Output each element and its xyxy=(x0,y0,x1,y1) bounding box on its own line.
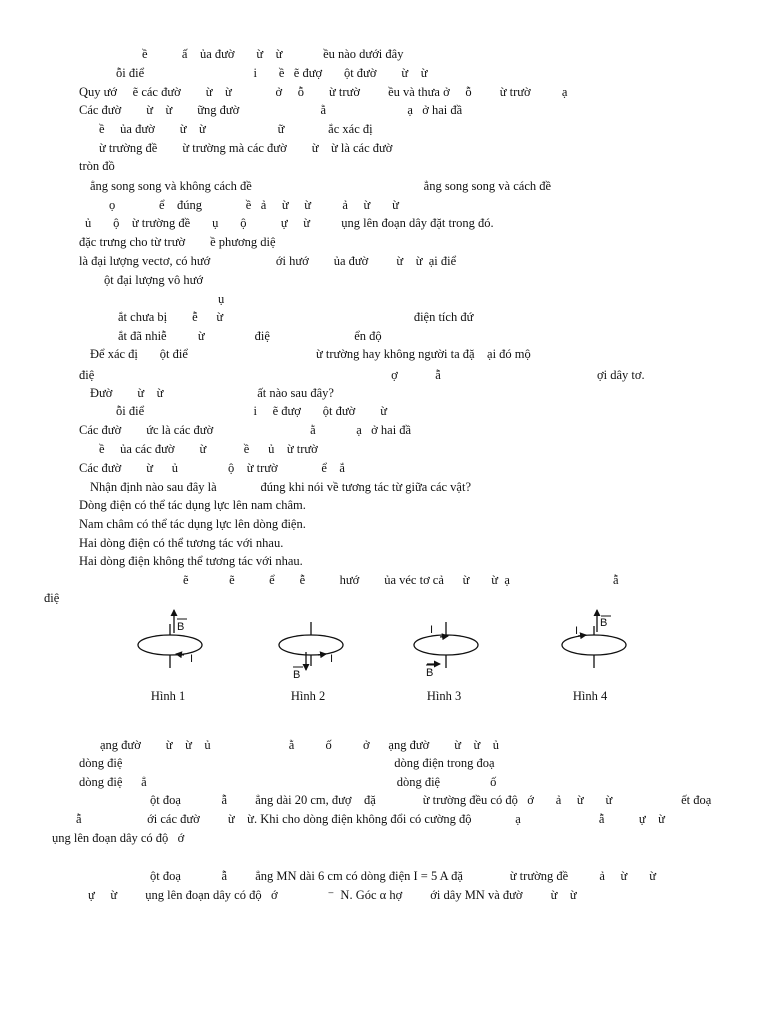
text-line-17: Để xác đị ột điể ừ trường hay không người ta đặ ại đó mộ xyxy=(90,347,531,361)
text-line-4: Các đườ ừ ừ ững đườ ằ ạ ở hai đầ xyxy=(79,103,463,117)
text-line-21: Các đườ ức là các đườ ằ ạ ở hai đầ xyxy=(79,423,412,437)
text-line-31: ạng đườ ừ ừ ủ ằ ố ở ạng đườ ừ ừ ủ xyxy=(100,738,499,752)
figure-caption-4: Hình 4 xyxy=(572,689,608,703)
current-label: I xyxy=(575,625,579,637)
text-line-36: ụng lên đoạn dây có độ ớ xyxy=(52,831,185,845)
text-line-12: là đại lượng vectơ, có hướ ới hướ ủa đườ ừ ừ ại điể xyxy=(79,254,457,268)
figure-caption-1: Hình 1 xyxy=(150,689,186,703)
text-line-30: điệ xyxy=(44,591,60,605)
field-label: B xyxy=(177,621,185,633)
text-line-32: dòng điệ dòng điện trong đoạ xyxy=(79,756,495,770)
text-line-2: ỗi điể i ề ẽ đượ ột đườ ừ ừ xyxy=(116,66,428,80)
text-line-5: ề ủa đườ ừ ừ ữ ắc xác đị xyxy=(99,122,373,136)
text-line-7: tròn đồ xyxy=(79,159,115,173)
current-loop xyxy=(138,635,202,655)
text-line-14: ụ xyxy=(218,292,225,306)
current-loop xyxy=(562,635,626,655)
figure-caption-3: Hình 3 xyxy=(426,689,462,703)
text-line-22: ề ủa các đườ ừ ề ủ ừ trườ xyxy=(99,442,318,456)
current-label: I xyxy=(330,653,334,665)
figure-4 xyxy=(562,610,626,703)
field-label: B xyxy=(426,667,434,679)
current-loop xyxy=(279,635,343,655)
text-line-23: Các đườ ừ ủ ộ ừ trườ ể ắ xyxy=(79,461,345,475)
figure-caption-2: Hình 2 xyxy=(290,689,326,703)
text-line-11: đặc trưng cho từ trườ ề phương diệ xyxy=(79,235,276,249)
text-line-38: ự ừ ụng lên đoạn dây có độ ớ ⁻ N. Góc α hợ ới dây MN và đườ ừ ừ xyxy=(88,888,577,902)
text-line-33: dòng điệ ẳ dòng điệ ố xyxy=(79,775,497,789)
current-arrow xyxy=(440,636,448,637)
text-line-8: ẳng song song và không cách đề ẳng song song và cách đề xyxy=(90,179,552,193)
text-line-34: ột đoạ ẫ ẳng dài 20 cm, đượ đặ ừ trường đều có độ ớ ả ừ ừ ết đoạ xyxy=(150,793,712,807)
figure-2 xyxy=(279,622,343,703)
field-label: B xyxy=(600,617,608,629)
text-line-28: Hai dòng điện không thể tương tác với nhau. xyxy=(79,554,303,568)
figure-3 xyxy=(414,622,478,703)
text-line-3: Quy ướ ẽ các đườ ừ ừ ở ỗ ừ trườ ều và thưa ở ỗ ừ trườ ạ xyxy=(79,85,568,99)
text-line-13: ột đại lượng vô hướ xyxy=(104,273,203,287)
text-line-6: ừ trường đề ừ trường mà các đườ ừ ừ là các đườ xyxy=(99,141,393,155)
text-line-16: ắt đã nhiễ ừ điệ ển độ xyxy=(118,329,382,343)
text-line-10: ủ ộ ừ trường đề ụ ộ ự ừ ụng lên đoạn dây đặt trong đó. xyxy=(85,216,494,230)
text-line-27: Hai dòng điện có thể tương tác với nhau. xyxy=(79,536,284,550)
current-label: I xyxy=(190,653,194,665)
text-line-35: ẫ ới các đườ ừ ừ. Khi cho dòng điện không đổi có cường độ ạ ẫ ự ừ xyxy=(76,812,665,826)
loop-figures xyxy=(0,600,768,710)
text-line-20: ỗi điể i ẽ đượ ột đườ ừ xyxy=(116,404,388,418)
figure-1 xyxy=(138,610,202,703)
text-line-37: ột đoạ ẫ ẳng MN dài 6 cm có dòng điện I = 5 A đặ ừ trường đề ả ừ ừ xyxy=(150,869,656,883)
text-line-26: Nam châm có thể tác dụng lực lên dòng điện. xyxy=(79,517,306,531)
current-loop xyxy=(414,635,478,655)
text-line-1: ề ấ ủa đườ ừ ừ ều nào dưới đây xyxy=(142,47,404,61)
text-line-9: ọ ể đúng ề ả ừ ừ ả ừ ừ xyxy=(109,198,399,212)
text-line-25: Dòng điện có thể tác dụng lực lên nam châm. xyxy=(79,498,306,512)
text-line-15: ắt chưa bị ễ ừ điện tích đứ xyxy=(118,310,474,324)
text-line-24: Nhận định nào sau đây là đúng khi nói về tương tác từ giữa các vật? xyxy=(90,480,472,494)
text-line-29: ẽ ẽ ể ễ hướ ủa véc tơ cả ừ ừ ạ ẫ xyxy=(183,573,619,587)
text-line-18: điệ ợ ẫ ợi dây tơ. xyxy=(79,368,645,382)
field-label: B xyxy=(293,669,301,681)
current-label: I xyxy=(430,624,434,636)
text-line-19: Đườ ừ ừ ất nào sau đây? xyxy=(90,386,334,400)
